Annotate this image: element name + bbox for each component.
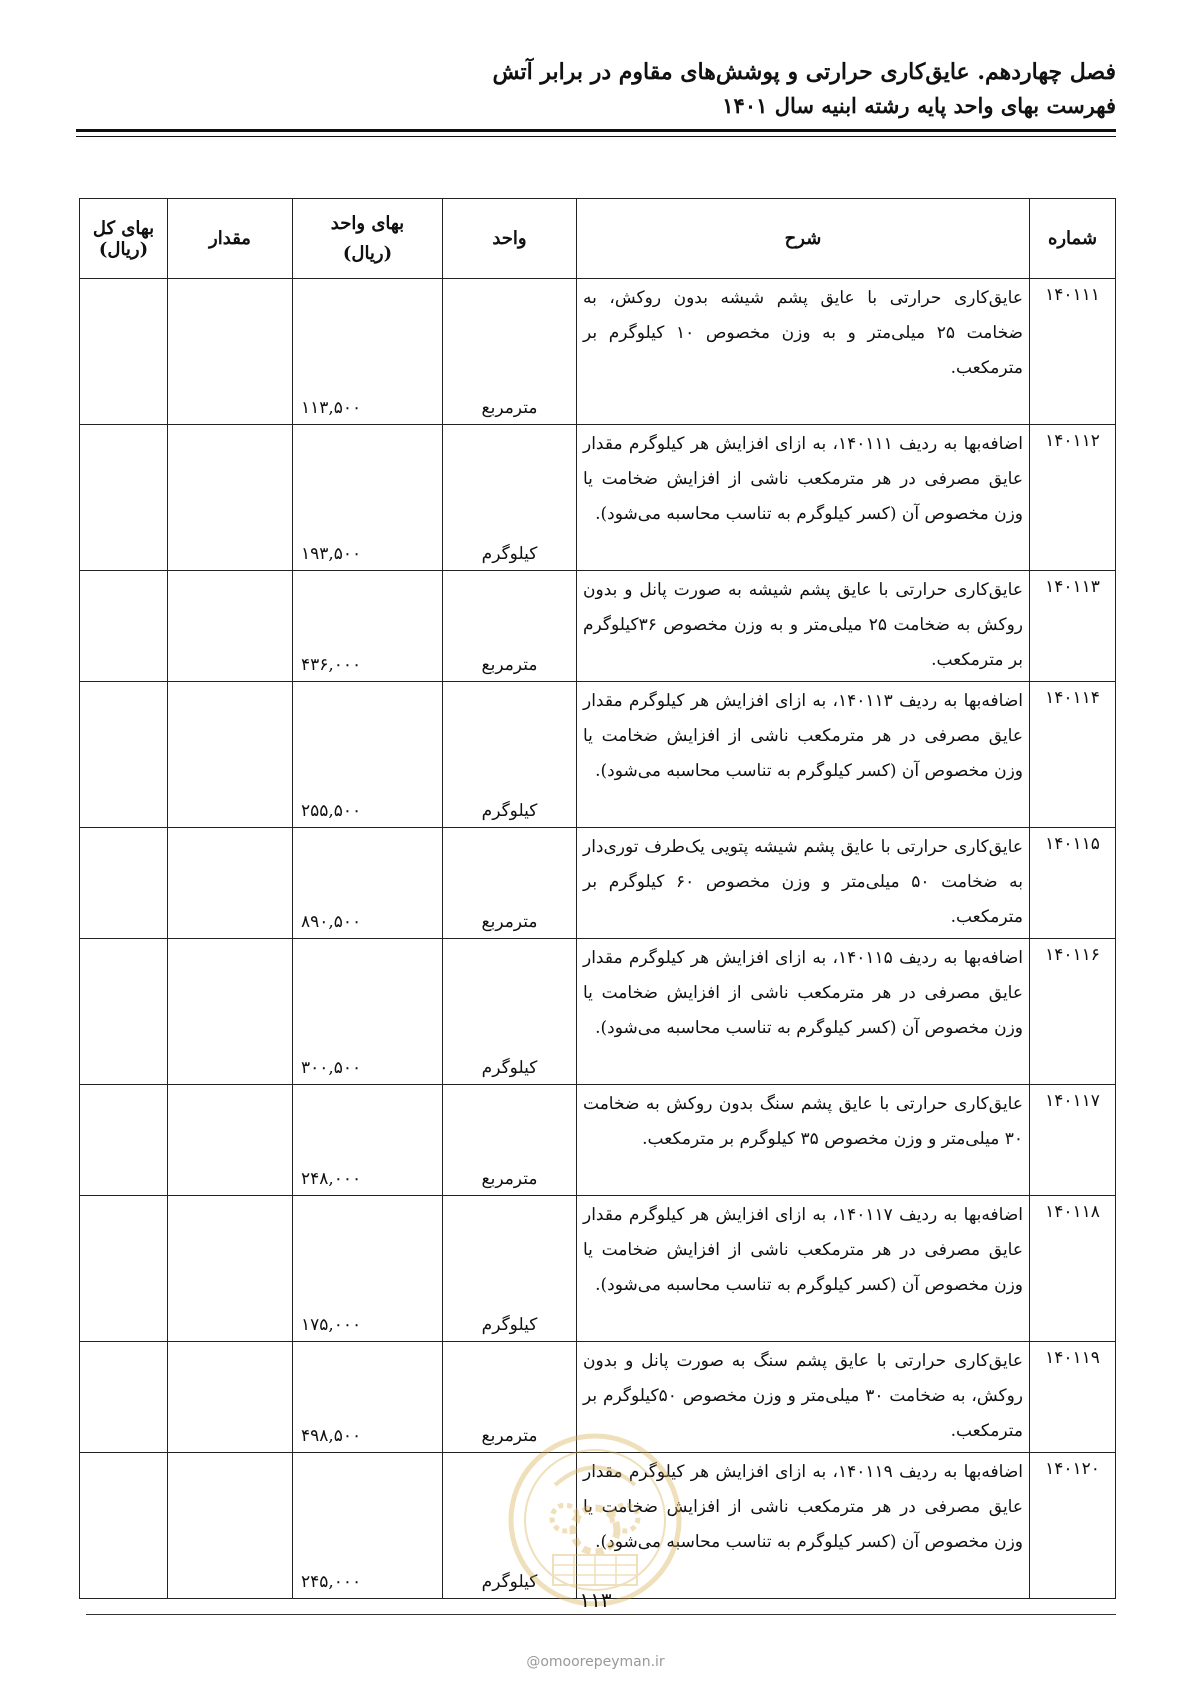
- item-number: ۱۴۰۱۱۲: [1030, 425, 1116, 571]
- item-unit-price: ۳۰۰,۵۰۰: [293, 939, 443, 1085]
- item-quantity: [168, 279, 293, 425]
- item-unit-price: ۲۴۵,۰۰۰: [293, 1453, 443, 1599]
- table-row: [80, 1196, 1116, 1342]
- item-unit-price: ۸۹۰,۵۰۰: [293, 828, 443, 939]
- header-number: شماره: [1030, 199, 1116, 279]
- item-total-price: [80, 828, 168, 939]
- table-row: [80, 939, 1116, 1085]
- header-quantity: مقدار: [168, 199, 293, 279]
- item-quantity: [168, 1342, 293, 1453]
- header-unit-price: [293, 199, 443, 279]
- item-number: ۱۴۰۱۱۷: [1030, 1085, 1116, 1196]
- item-description: اضافه‌بها به ردیف ۱۴۰۱۱۹، به ازای افزایش هر کیلوگرم مقدار عایق مصرفی در هر مترمکعب ناشی از افزایش ضخامت یا وزن مخصوص آن (کسر کیلوگرم به تناسب محاسبه می‌شود).: [577, 1453, 1030, 1599]
- item-description: اضافه‌بها به ردیف ۱۴۰۱۱۷، به ازای افزایش هر کیلوگرم مقدار عایق مصرفی در هر مترمکعب ناشی از افزایش ضخامت یا وزن مخصوص آن (کسر کیلوگرم به تناسب محاسبه می‌شود).: [577, 1196, 1030, 1342]
- item-number: ۱۴۰۱۱۱: [1030, 279, 1116, 425]
- item-description: عایق‌کاری حرارتی با عایق پشم شیشه به صورت پانل و بدون روکش به ضخامت ۲۵ میلی‌متر و به وزن مخصوص ۳۶کیلوگرم بر مترمکعب.: [577, 571, 1030, 682]
- table-row: [80, 828, 1116, 939]
- item-total-price: [80, 1085, 168, 1196]
- footer-rule: [86, 1614, 1116, 1615]
- item-total-price: [80, 571, 168, 682]
- item-unit-price: ۱۱۳,۵۰۰: [293, 279, 443, 425]
- item-quantity: [168, 682, 293, 828]
- item-unit: کیلوگرم: [443, 939, 577, 1085]
- item-description: عایق‌کاری حرارتی با عایق پشم شیشه بدون روکش، به ضخامت ۲۵ میلی‌متر و به وزن مخصوص ۱۰ کیلوگرم بر مترمکعب.: [577, 279, 1030, 425]
- item-description: عایق‌کاری حرارتی با عایق پشم شیشه پتویی یک‌طرف توری‌دار به ضخامت ۵۰ میلی‌متر و وزن مخصوص ۶۰ کیلوگرم بر مترمکعب.: [577, 828, 1030, 939]
- header-description: شرح: [577, 199, 1030, 279]
- header-unit-price-line2: (ریال): [342, 242, 393, 264]
- item-unit: کیلوگرم: [443, 682, 577, 828]
- item-unit: مترمربع: [443, 828, 577, 939]
- item-total-price: [80, 939, 168, 1085]
- header-total-price: بهای کل (ریال): [80, 199, 168, 279]
- item-quantity: [168, 1453, 293, 1599]
- item-quantity: [168, 1085, 293, 1196]
- item-unit: مترمربع: [443, 1085, 577, 1196]
- table-row: [80, 425, 1116, 571]
- item-number: ۱۴۰۱۱۶: [1030, 939, 1116, 1085]
- table-row: [80, 571, 1116, 682]
- item-unit: مترمربع: [443, 279, 577, 425]
- item-unit-price: ۲۵۵,۵۰۰: [293, 682, 443, 828]
- item-description: اضافه‌بها به ردیف ۱۴۰۱۱۳، به ازای افزایش هر کیلوگرم مقدار عایق مصرفی در هر مترمکعب ناشی از افزایش ضخامت یا وزن مخصوص آن (کسر کیلوگرم به تناسب محاسبه می‌شود).: [577, 682, 1030, 828]
- item-unit: کیلوگرم: [443, 425, 577, 571]
- item-number: ۱۴۰۱۱۳: [1030, 571, 1116, 682]
- item-unit: کیلوگرم: [443, 1453, 577, 1599]
- item-unit: کیلوگرم: [443, 1196, 577, 1342]
- header-rule-thin: [76, 136, 1116, 137]
- item-number: ۱۴۰۱۱۵: [1030, 828, 1116, 939]
- item-unit-price: ۱۷۵,۰۰۰: [293, 1196, 443, 1342]
- item-quantity: [168, 571, 293, 682]
- item-total-price: [80, 425, 168, 571]
- table-header-row: [80, 199, 1116, 279]
- item-total-price: [80, 1342, 168, 1453]
- item-quantity: [168, 1196, 293, 1342]
- item-quantity: [168, 828, 293, 939]
- item-unit-price: ۴۹۸,۵۰۰: [293, 1342, 443, 1453]
- item-total-price: [80, 1453, 168, 1599]
- header-rule-thick: [76, 129, 1116, 132]
- watermark-site: @omoorepeyman.ir: [526, 1654, 665, 1670]
- item-description: اضافه‌بها به ردیف ۱۴۰۱۱۱، به ازای افزایش هر کیلوگرم مقدار عایق مصرفی در هر مترمکعب ناشی از افزایش ضخامت یا وزن مخصوص آن (کسر کیلوگرم به تناسب محاسبه می‌شود).: [577, 425, 1030, 571]
- price-list-title: فهرست بهای واحد پایه رشته ابنیه سال ۱۴۰۱: [722, 93, 1116, 118]
- price-table: [79, 198, 1116, 1599]
- item-number: ۱۴۰۱۱۴: [1030, 682, 1116, 828]
- item-quantity: [168, 939, 293, 1085]
- item-unit: مترمربع: [443, 1342, 577, 1453]
- item-description: عایق‌کاری حرارتی با عایق پشم سنگ بدون روکش به ضخامت ۳۰ میلی‌متر و وزن مخصوص ۳۵ کیلوگرم بر مترمکعب.: [577, 1085, 1030, 1196]
- page-header: [76, 55, 1116, 123]
- header-unit: واحد: [443, 199, 577, 279]
- item-unit-price: ۲۴۸,۰۰۰: [293, 1085, 443, 1196]
- chapter-title: فصل چهاردهم. عایق‌کاری حرارتی و پوشش‌های مقاوم در برابر آتش: [492, 59, 1116, 85]
- item-number: ۱۴۰۱۱۹: [1030, 1342, 1116, 1453]
- header-unit-price-line1: بهای واحد: [330, 212, 405, 234]
- item-quantity: [168, 425, 293, 571]
- table-row: [80, 279, 1116, 425]
- table-row: [80, 682, 1116, 828]
- page-number: ۱۱۳: [579, 1588, 612, 1612]
- item-unit-price: ۱۹۳,۵۰۰: [293, 425, 443, 571]
- item-total-price: [80, 682, 168, 828]
- item-unit-price: ۴۳۶,۰۰۰: [293, 571, 443, 682]
- seal-watermark-icon: [505, 1430, 685, 1610]
- item-unit: مترمربع: [443, 571, 577, 682]
- item-total-price: [80, 279, 168, 425]
- item-total-price: [80, 1196, 168, 1342]
- item-number: ۱۴۰۱۱۸: [1030, 1196, 1116, 1342]
- table-row: [80, 1085, 1116, 1196]
- item-description: اضافه‌بها به ردیف ۱۴۰۱۱۵، به ازای افزایش هر کیلوگرم مقدار عایق مصرفی در هر مترمکعب ناشی از افزایش ضخامت یا وزن مخصوص آن (کسر کیلوگرم به تناسب محاسبه می‌شود).: [577, 939, 1030, 1085]
- item-description: عایق‌کاری حرارتی با عایق پشم سنگ به صورت پانل و بدون روکش، به ضخامت ۳۰ میلی‌متر و وزن مخصوص ۵۰کیلوگرم بر مترمکعب.: [577, 1342, 1030, 1453]
- item-number: ۱۴۰۱۲۰: [1030, 1453, 1116, 1599]
